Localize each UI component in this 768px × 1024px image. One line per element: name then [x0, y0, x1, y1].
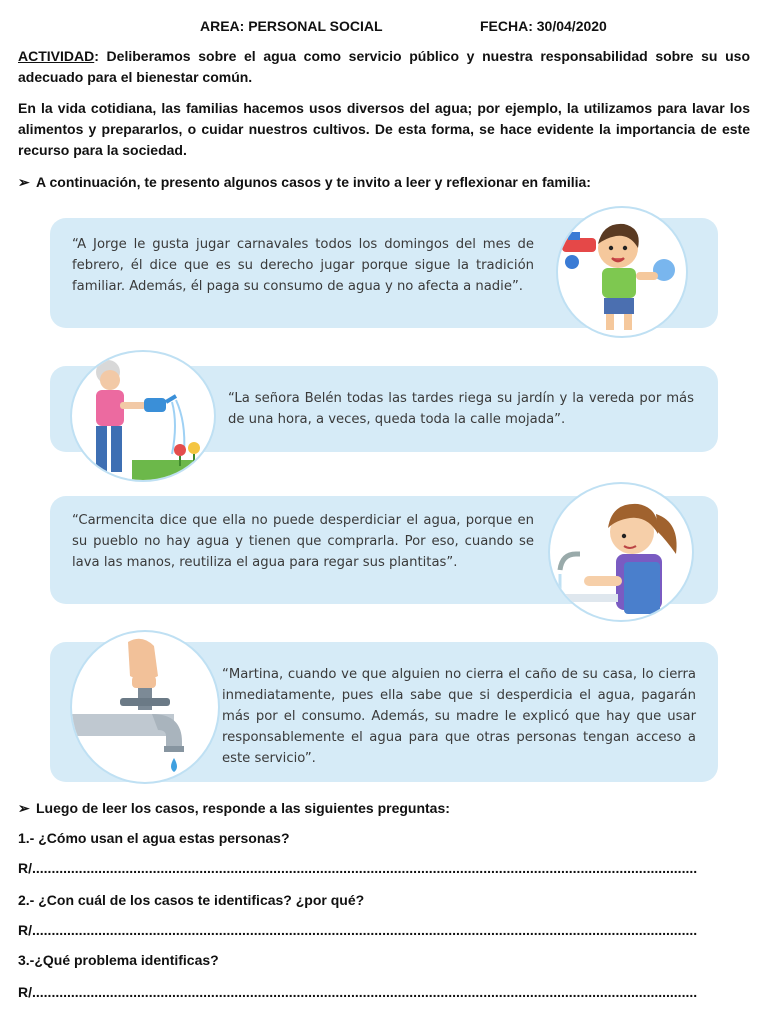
date-label: FECHA: 30/04/2020 — [480, 18, 607, 34]
case-text-jorge: “A Jorge le gusta jugar carnavales todos los domingos del mes de febrero, él dice que es su derecho jugar porque sigue la tradición familiar. Además, él paga su consumo de agua y no afecta a nadie”. — [72, 237, 534, 294]
area-label: AREA: PERSONAL SOCIAL — [200, 18, 383, 34]
answer-dots: ........................................................................................................................................................................... — [32, 922, 698, 938]
hand-closing-faucet-icon — [70, 630, 220, 784]
header — [0, 18, 768, 38]
activity-paragraph — [18, 46, 750, 88]
arrow-bullet-icon: ➢ — [18, 174, 30, 190]
activity-text: : Deliberamos sobre el agua como servicio público y nuestra responsabilidad sobre su uso adecuado para el bienestar común. — [18, 48, 750, 85]
question-2: 2.- ¿Con cuál de los casos te identificas? ¿por qué? — [18, 892, 365, 908]
questions-bullet — [18, 798, 750, 818]
answer-line-2[interactable] — [18, 920, 750, 940]
answer-prefix: R/ — [18, 984, 32, 1000]
questions-intro-text: Luego de leer los casos, responde a las siguientes preguntas: — [36, 800, 450, 816]
question-1: 1.- ¿Cómo usan el agua estas personas? — [18, 830, 290, 846]
case-text-carmencita: “Carmencita dice que ella no puede desperdiciar el agua, porque en su pueblo no hay agua y tienen que comprarla. Por eso, cuando se lava las manos, reutiliza el agua para regar sus plantitas”. — [72, 513, 534, 570]
answer-line-3[interactable] — [18, 982, 750, 1002]
activity-label: ACTIVIDAD — [18, 48, 95, 64]
boy-water-balloons-icon — [556, 206, 688, 338]
answer-dots: ........................................................................................................................................................................... — [32, 984, 698, 1000]
intro-paragraph: En la vida cotidiana, las familias hacemos usos diversos del agua; por ejemplo, la utilizamos para lavar los alimentos y prepararlos, o cuidar nuestros cultivos. De esta forma, se hace evidente la importancia de este recurso para la sociedad. — [18, 100, 750, 158]
woman-watering-garden-icon — [70, 350, 216, 482]
instruction-bullet — [18, 172, 750, 192]
answer-line-1[interactable] — [18, 858, 750, 878]
question-3: 3.-¿Qué problema identificas? — [18, 952, 219, 968]
arrow-bullet-icon: ➢ — [18, 800, 30, 816]
answer-prefix: R/ — [18, 860, 32, 876]
answer-prefix: R/ — [18, 922, 32, 938]
answer-dots: ........................................................................................................................................................................... — [32, 860, 698, 876]
case-text-belen: “La señora Belén todas las tardes riega su jardín y la vereda por más de una hora, a veces, queda toda la calle mojada”. — [228, 391, 694, 427]
girl-washing-hands-icon — [548, 482, 694, 622]
instruction-text: A continuación, te presento algunos casos y te invito a leer y reflexionar en familia: — [36, 174, 591, 190]
case-text-martina: “Martina, cuando ve que alguien no cierra el caño de su casa, lo cierra inmediatamente, pues ella sabe que si desperdicia el agua, pagarán más por el consumo. Además, su madre le explicó que hay que usar responsablemente el agua para que otras personas tengan acceso a este servicio”. — [222, 667, 696, 766]
